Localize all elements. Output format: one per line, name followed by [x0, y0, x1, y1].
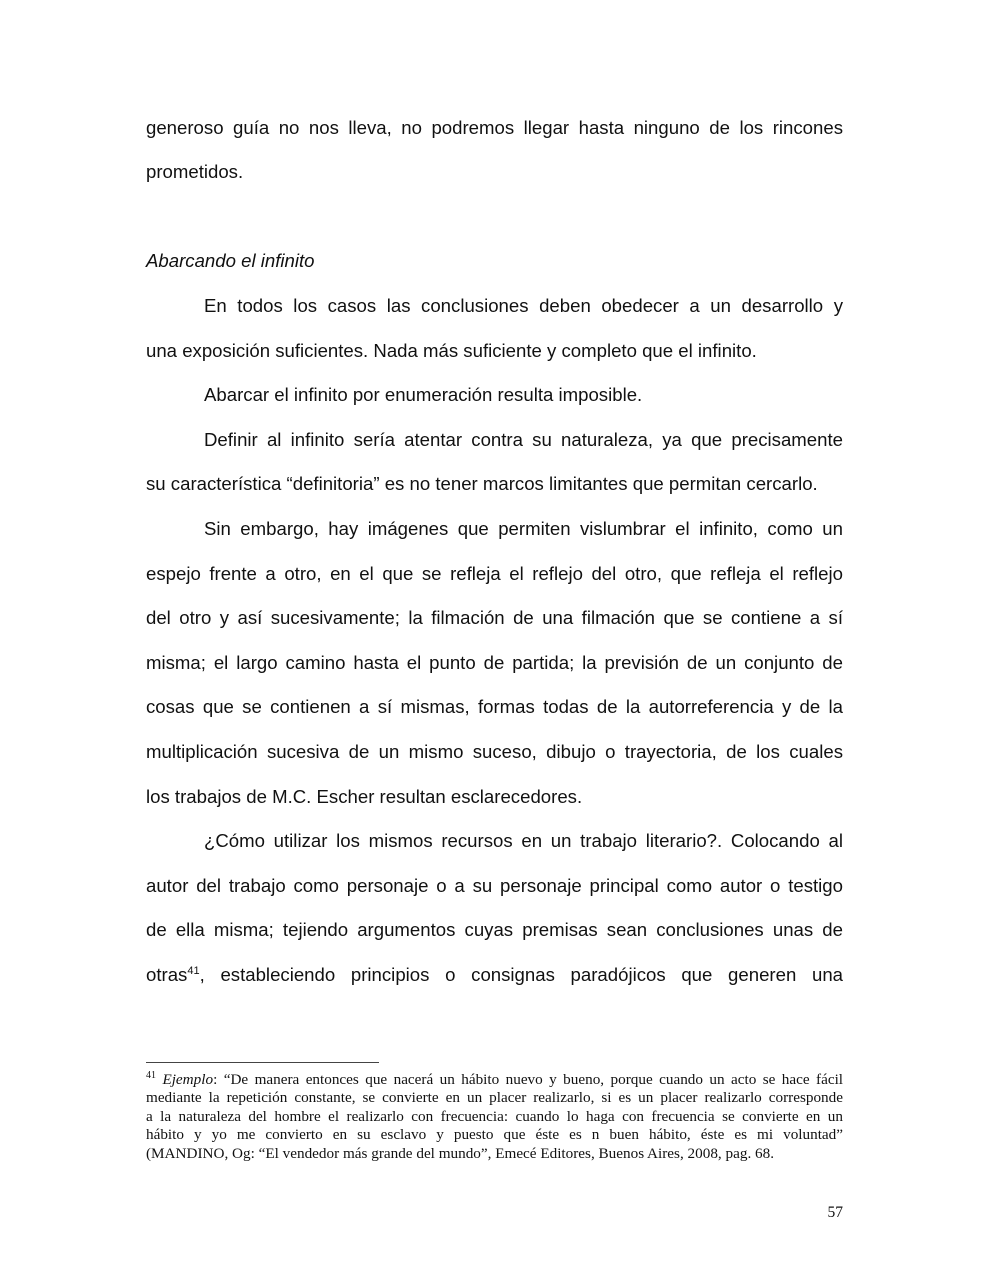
body-line: En todos los casos las conclusiones deben obedecer a un desarrollo y	[204, 295, 843, 316]
body-line: Abarcar el infinito por enumeración resulta imposible.	[204, 384, 643, 405]
footnote-line: mediante la repetición constante, se convierte en un placer realizarlo, si es un placer realizarlo corresponde	[146, 1089, 843, 1106]
body-line: espejo frente a otro, en el que se refleja el reflejo del otro, que refleja el reflejo	[146, 563, 843, 584]
body-text: otras	[146, 964, 188, 985]
body-line: multiplicación sucesiva de un mismo suceso, dibujo o trayectoria, de los cuales	[146, 741, 843, 762]
footnote-text: : “De manera entonces que nacerá un hábito nuevo y bueno, porque cuando un acto se hace fácil	[213, 1071, 844, 1088]
footnote-line	[146, 1071, 843, 1089]
body-line: los trabajos de M.C. Escher resultan esclarecedores.	[146, 786, 583, 807]
body-line: su característica “definitoria” es no tener marcos limitantes que permitan cercarlo.	[146, 473, 818, 494]
body-line: cosas que se contienen a sí mismas, formas todas de la autorreferencia y de la	[146, 696, 843, 717]
body-line: de ella misma; tejiendo argumentos cuyas premisas sean conclusiones unas de	[146, 919, 843, 940]
section-heading: Abarcando el infinito	[146, 250, 315, 271]
page-number: 57	[827, 1204, 843, 1221]
footnote-line: hábito y yo me convierto en su esclavo y puesto que éste es n buen hábito, éste es mi voluntad”	[146, 1126, 843, 1143]
body-line	[146, 964, 843, 986]
body-line: autor del trabajo como personaje o a su personaje principal como autor o testigo	[146, 875, 843, 896]
body-line: una exposición suficientes. Nada más suficiente y completo que el infinito.	[146, 340, 757, 361]
footnote-reference[interactable]: 41	[187, 964, 200, 977]
body-text: , estableciendo principios o consignas paradójicos que generen una	[199, 964, 843, 985]
footnote-label: Ejemplo	[162, 1071, 214, 1088]
footnote-separator	[146, 1062, 379, 1063]
footnote-line: (MANDINO, Og: “El vendedor más grande del mundo”, Emecé Editores, Buenos Aires, 2008, pag. 68.	[146, 1145, 775, 1162]
body-line: Sin embargo, hay imágenes que permiten vislumbrar el infinito, como un	[204, 518, 843, 539]
footnote-number: 41	[146, 1069, 156, 1081]
body-line: misma; el largo camino hasta el punto de partida; la previsión de un conjunto de	[146, 652, 843, 673]
footnote-line: a la naturaleza del hombre el realizarlo con frecuencia: cuando lo haga con frecuencia se convierte en un	[146, 1108, 843, 1125]
body-line: generoso guía no nos lleva, no podremos llegar hasta ninguno de los rincones	[146, 117, 843, 138]
body-line: Definir al infinito sería atentar contra su naturaleza, ya que precisamente	[204, 429, 843, 450]
body-line: ¿Cómo utilizar los mismos recursos en un trabajo literario?. Colocando al	[204, 830, 843, 851]
body-line: prometidos.	[146, 161, 244, 182]
body-line: del otro y así sucesivamente; la filmación de una filmación que se contiene a sí	[146, 607, 843, 628]
